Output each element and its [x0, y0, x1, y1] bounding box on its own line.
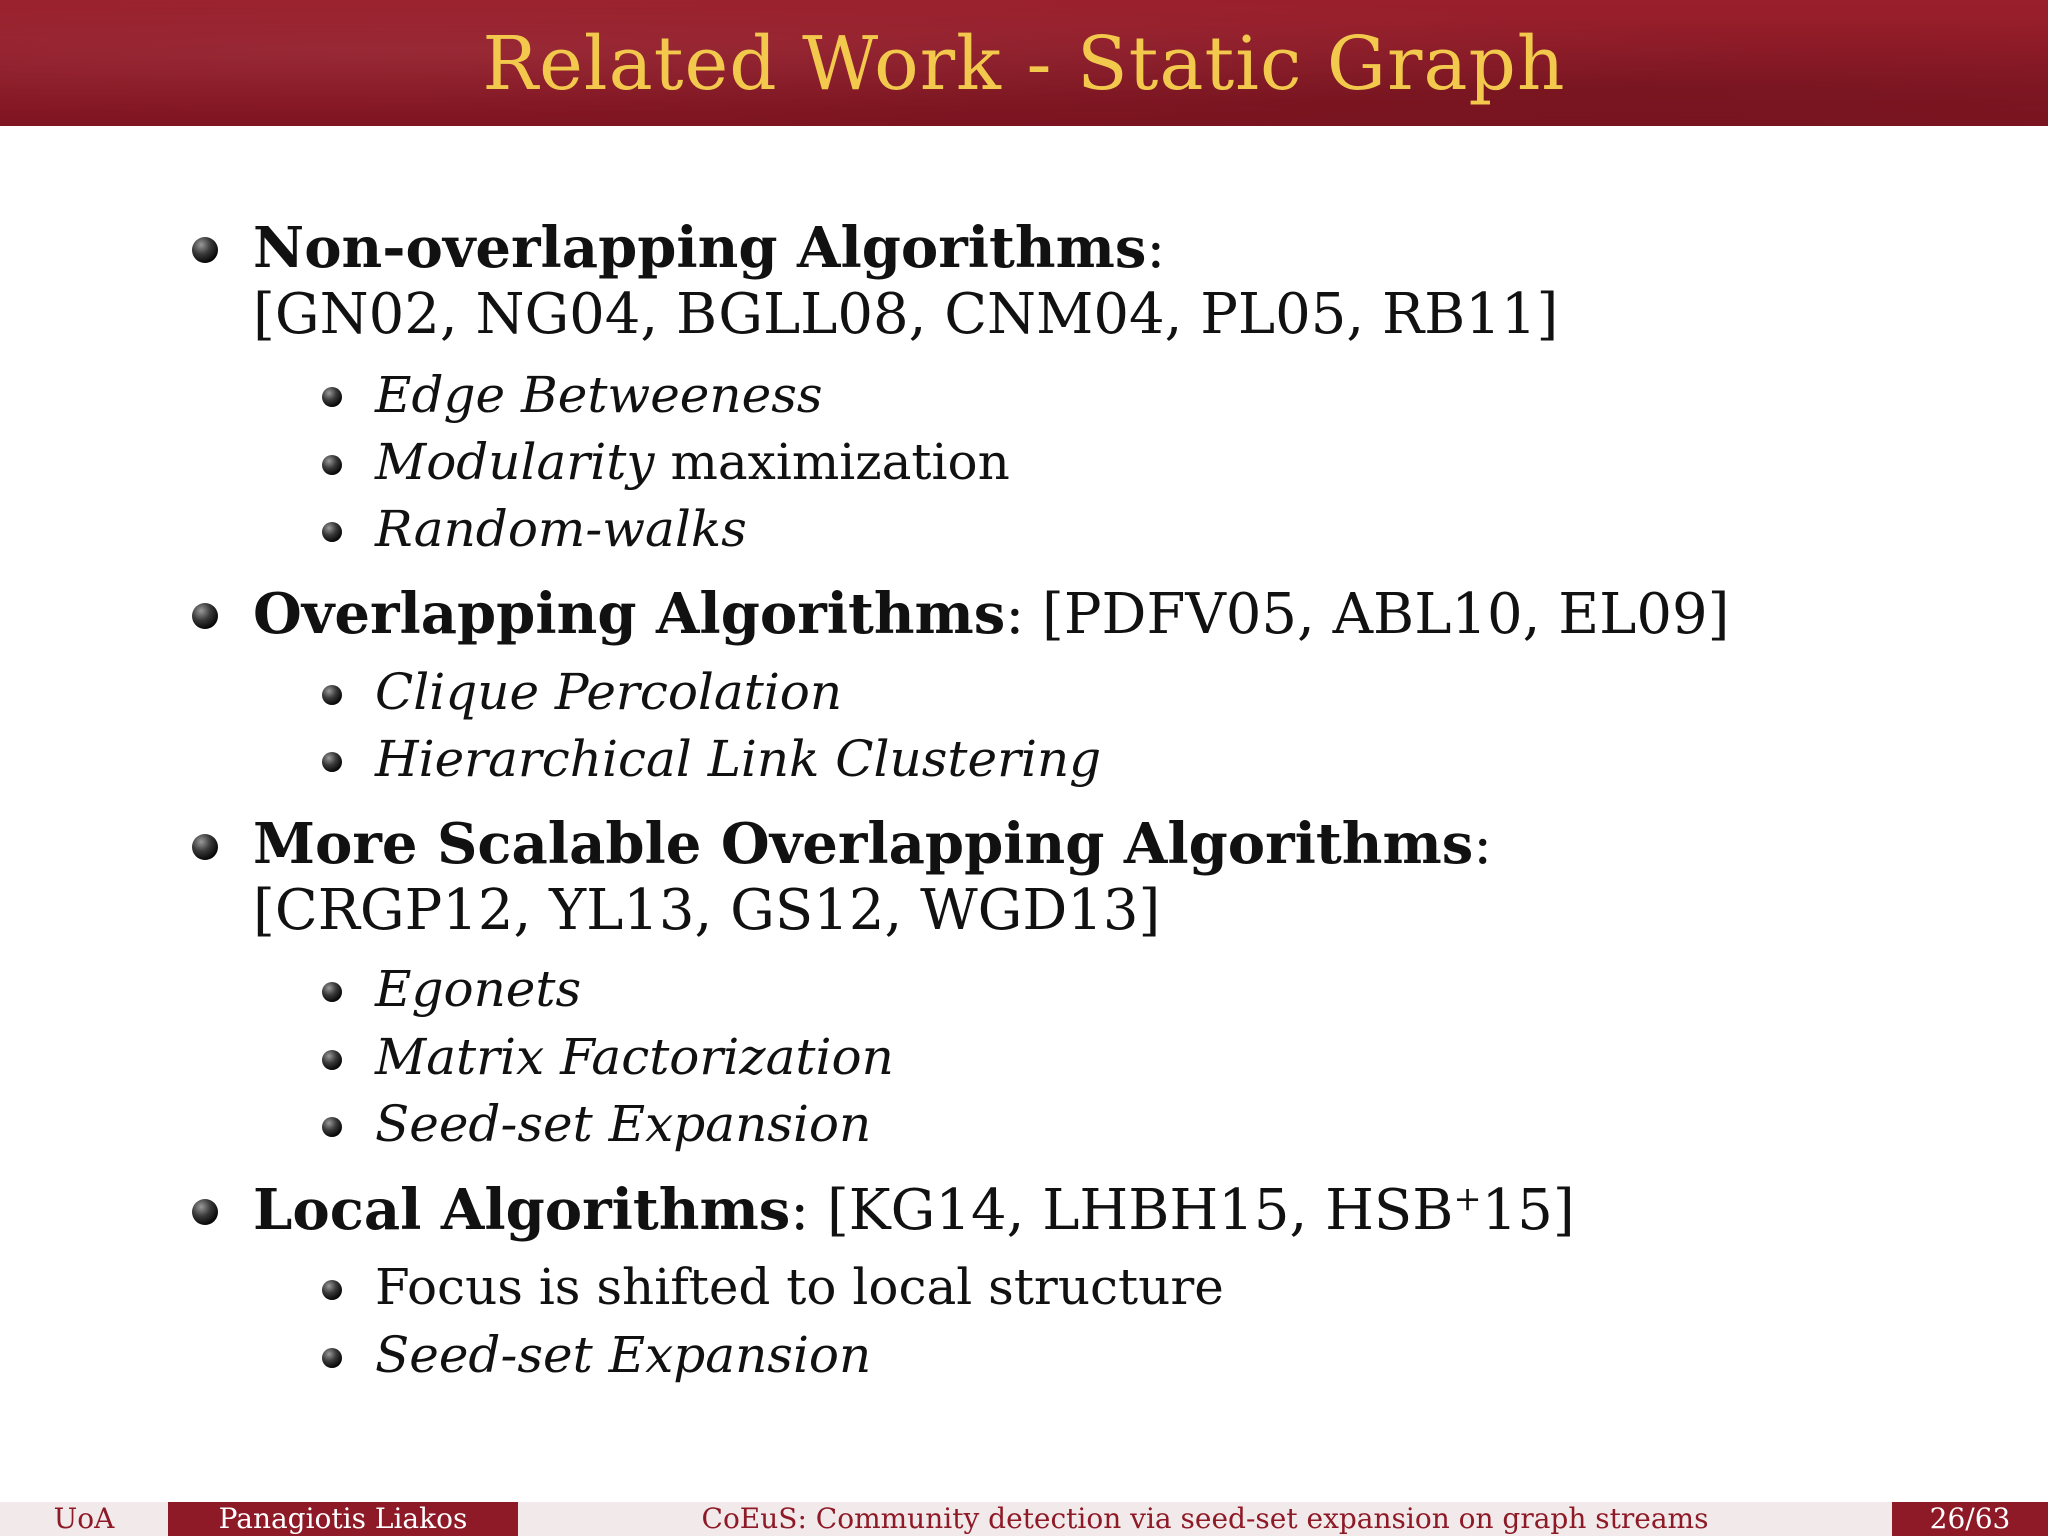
sub-item: Matrix Factorization: [375, 1028, 894, 1086]
section-refs-scalable: [CRGP12, YL13, GS12, WGD13]: [253, 878, 1161, 943]
sub-bullet-icon: [322, 1117, 342, 1137]
footer-bar: [0, 1502, 2048, 1536]
sub-bullet-icon: [322, 752, 342, 772]
sub-item: Seed-set Expansion: [375, 1326, 872, 1384]
sub-bullet-icon: [322, 1280, 342, 1300]
sub-item: Seed-set Expansion: [375, 1095, 872, 1153]
bullet-icon: [192, 237, 218, 263]
sub-bullet-icon: [322, 685, 342, 705]
footer-institution: UoA: [0, 1502, 168, 1536]
sub-item: Random-walks: [375, 500, 747, 558]
sub-item: Edge Betweeness: [375, 366, 823, 424]
bullet-icon: [192, 603, 218, 629]
bullet-icon: [192, 1199, 218, 1225]
section-refs-non-overlapping: [GN02, NG04, BGLL08, CNM04, PL05, RB11]: [253, 282, 1559, 347]
footer-talk-title: CoEuS: Community detection via seed-set expansion on graph streams: [518, 1502, 1892, 1536]
sub-item: Clique Percolation: [375, 663, 843, 721]
section-heading-overlapping: Overlapping Algorithms: [PDFV05, ABL10, EL09]: [253, 581, 1730, 647]
sub-bullet-icon: [322, 522, 342, 542]
footer-author: Panagiotis Liakos: [168, 1502, 518, 1536]
section-heading-non-overlapping: Non-overlapping Algorithms:: [253, 215, 1166, 281]
slide-title: Related Work - Static Graph: [482, 21, 1566, 107]
sub-bullet-icon: [322, 455, 342, 475]
sub-bullet-icon: [322, 1348, 342, 1368]
section-heading-local: Local Algorithms: [KG14, LHBH15, HSB+15]: [253, 1177, 1575, 1243]
sub-item: Modularity maximization: [375, 433, 1010, 491]
footer-page-number: 26/63: [1892, 1502, 2048, 1536]
sub-item: Hierarchical Link Clustering: [375, 730, 1102, 788]
section-heading-scalable: More Scalable Overlapping Algorithms:: [253, 811, 1493, 877]
sub-item: Focus is shifted to local structure: [375, 1258, 1224, 1316]
bullet-icon: [192, 834, 218, 860]
sub-bullet-icon: [322, 1050, 342, 1070]
sub-bullet-icon: [322, 387, 342, 407]
sub-item: Egonets: [375, 960, 582, 1018]
sub-bullet-icon: [322, 982, 342, 1002]
